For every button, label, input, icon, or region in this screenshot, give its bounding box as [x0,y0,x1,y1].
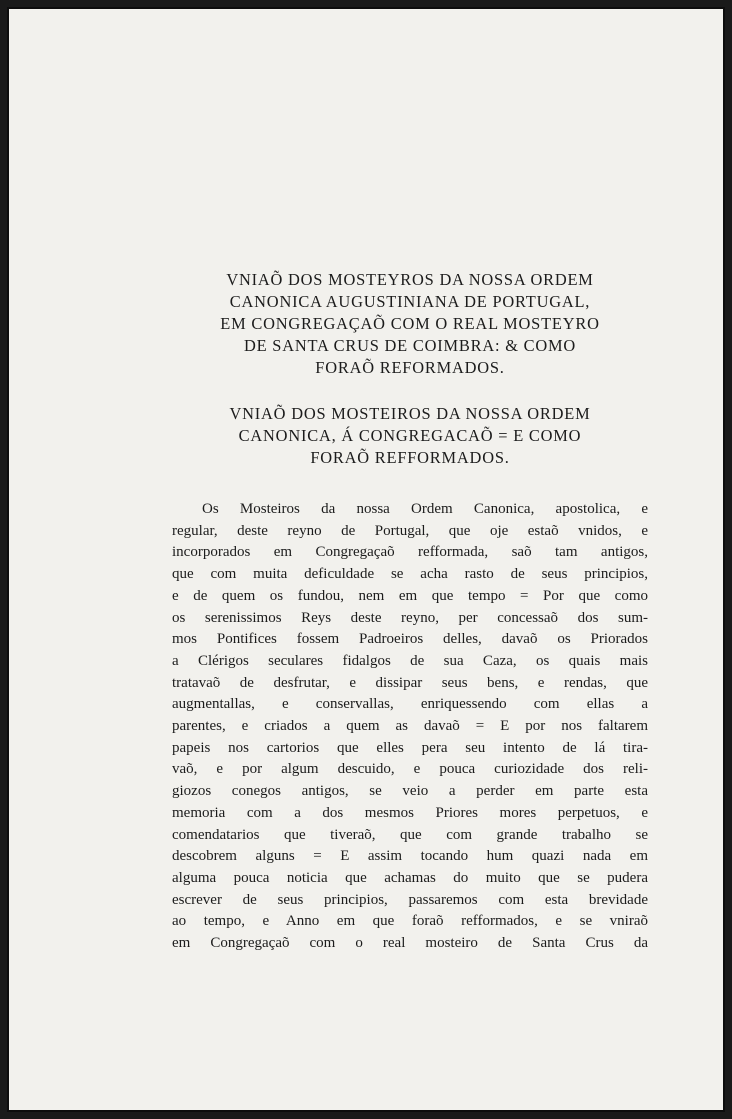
body-line: comendatarios que tiveraõ, que com grande trabalho se [172,826,648,843]
page-content [172,269,648,955]
body-line: vaõ, e por algum descuido, e pouca curiozidade dos reli- [172,761,648,778]
main-heading [172,269,648,379]
body-line: incorporados em Congregaçaõ refformada, saõ tam antigos, [172,544,648,561]
sub-heading-line: VNIAÕ DOS MOSTEIROS DA NOSSA ORDEM [229,404,591,423]
main-heading-line: VNIAÕ DOS MOSTEYROS DA NOSSA ORDEM [226,270,594,289]
body-line: descobrem alguns = E assim tocando hum quazi nada em [172,848,648,865]
body-line: papeis nos cartorios que elles pera seu intento de lá tira- [172,739,648,756]
body-line: e de quem os fundou, nem em que tempo = Por que como [172,587,648,604]
body-line: giozos conegos antigos, se veio a perder em parte esta [172,783,648,800]
sub-heading [172,403,648,469]
sub-heading-line: CANONICA, Á CONGREGACAÕ = E COMO [238,426,582,445]
body-paragraph [172,499,648,955]
main-heading-line: EM CONGREGAÇAÕ COM O REAL MOSTEYRO [220,314,600,333]
body-line: memoria com a dos mesmos Priores mores perpetuos, e [172,804,648,821]
body-line: parentes, e criados a quem as davaõ = E por nos faltarem [172,718,648,735]
body-line: a Clérigos seculares fidalgos de sua Caza, os quais mais [172,652,648,669]
body-line: os serenissimos Reys deste reyno, per concessaõ dos sum- [172,609,648,626]
body-line: tratavaõ de desfrutar, e dissipar seus bens, e rendas, que [172,674,648,691]
body-line: em Congregaçaõ com o real mosteiro de Santa Crus da [172,935,648,952]
sub-heading-line: FORAÕ REFFORMADOS. [310,448,510,467]
body-line: augmentallas, e conservallas, enriquessendo com ellas a [172,696,648,713]
main-heading-line: FORAÕ REFORMADOS. [315,358,505,377]
body-line: alguma pouca noticia que achamas do muito que se pudera [172,869,648,886]
main-heading-line: CANONICA AUGUSTINIANA DE PORTUGAL, [229,292,591,311]
body-line: mos Pontifices fossem Padroeiros delles, davaõ os Priorados [172,631,648,648]
body-line: Os Mosteiros da nossa Ordem Canonica, apostolica, e [202,501,648,517]
body-line: regular, deste reyno de Portugal, que oje estaõ vnidos, e [172,522,648,539]
main-heading-line: DE SANTA CRUS DE COIMBRA: & COMO [243,336,577,355]
body-line: ao tempo, e Anno em que foraõ refformados, e se vniraõ [172,913,648,930]
body-line: escrever de seus principios, passaremos com esta brevidade [172,891,648,908]
document-page [7,7,725,1112]
body-line: que com muita deficuldade se acha rasto de seus principios, [172,566,648,583]
